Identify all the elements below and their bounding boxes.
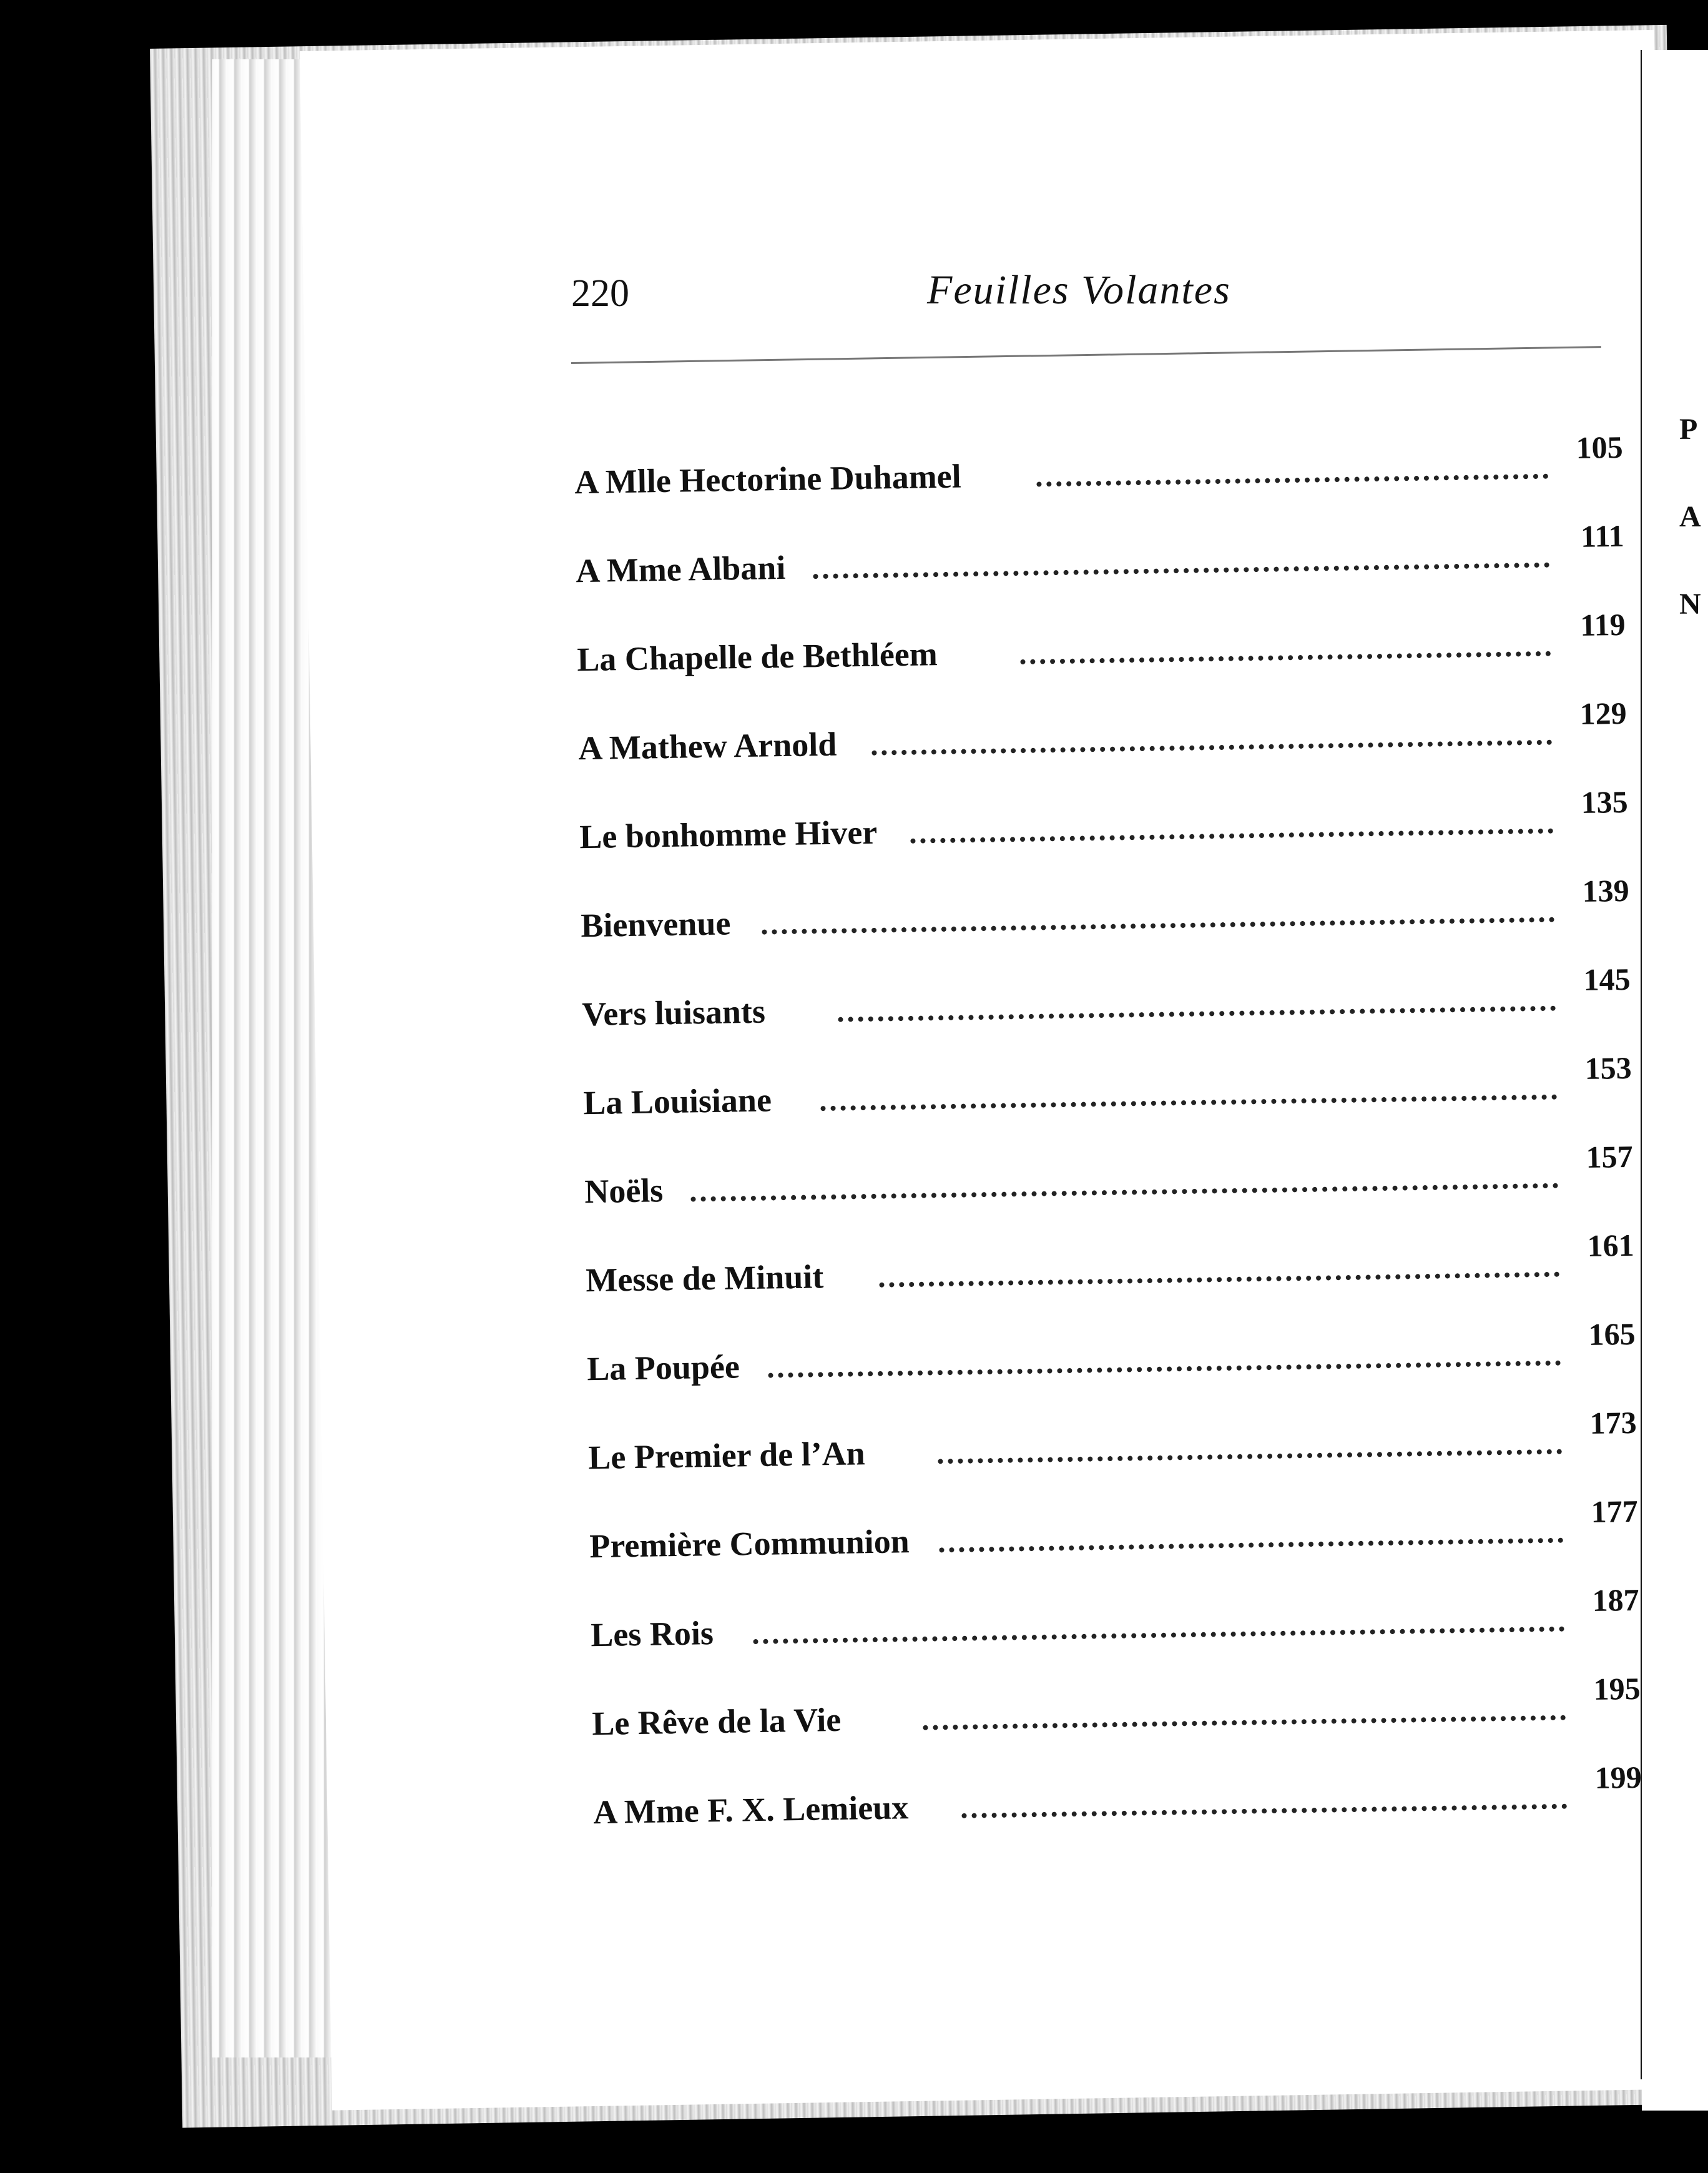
toc-leader-dots <box>753 1619 1564 1644</box>
toc-leader-dots <box>838 998 1556 1022</box>
toc-entry-page-number: 145 <box>1583 961 1631 997</box>
page-header <box>571 267 1607 322</box>
toc-entry-page-number: 187 <box>1592 1582 1640 1618</box>
toc-entry-page-number: 173 <box>1589 1404 1637 1441</box>
toc-entry-page-number: 119 <box>1579 606 1626 643</box>
toc-entry-page-number: 195 <box>1593 1670 1641 1707</box>
toc-leader-dots <box>939 1530 1563 1553</box>
toc-entry-page-number: 157 <box>1586 1138 1634 1175</box>
toc-entry-title: La Poupée <box>586 1348 740 1388</box>
toc-leader-dots <box>813 555 1549 579</box>
toc-entry-title: Bienvenue <box>580 904 731 945</box>
toc-entry-title: Le bonhomme Hiver <box>579 813 878 856</box>
toc-leader-dots <box>879 1264 1559 1288</box>
toc-leader-dots <box>762 910 1554 935</box>
toc-entry-title: Messe de Minuit <box>585 1258 824 1299</box>
toc-entry-page-number: 199 <box>1594 1759 1642 1795</box>
toc-entry-title: A Mlle Hectorine Duhamel <box>574 457 962 501</box>
toc-entry-page-number: 165 <box>1588 1316 1636 1352</box>
facing-page <box>1642 50 1708 2111</box>
toc-entry-title: Noëls <box>584 1171 664 1211</box>
toc-entry-page-number: 111 <box>1580 518 1625 554</box>
toc-entry-title: La Louisiane <box>582 1081 772 1122</box>
toc-entry-title: A Mme F. X. Lemieux <box>592 1788 909 1831</box>
toc-entry-page-number: 177 <box>1591 1493 1639 1529</box>
toc-entry-title: Les Rois <box>590 1614 714 1654</box>
toc-entry-page-number: 161 <box>1587 1227 1635 1263</box>
toc-entry-page-number: 153 <box>1584 1050 1632 1086</box>
toc-entry-title: La Chapelle de Bethléem <box>576 635 938 679</box>
toc-leader-dots <box>871 732 1552 756</box>
toc-entry-title: Le Rêve de la Vie <box>591 1700 842 1743</box>
toc-entry-page-number: 139 <box>1582 872 1630 909</box>
toc-leader-dots <box>961 1796 1567 1818</box>
toc-entry-title: Le Premier de l’An <box>587 1434 866 1477</box>
toc-leader-dots <box>923 1708 1566 1730</box>
page-number: 220 <box>571 272 629 315</box>
toc-leader-dots <box>1020 644 1551 664</box>
toc-entry-page-number: 135 <box>1581 784 1629 820</box>
toc-leader-dots <box>1036 466 1548 487</box>
facing-page-letter: N <box>1679 588 1701 621</box>
running-title: Feuilles Volantes <box>927 267 1231 313</box>
toc-leader-dots <box>910 821 1553 844</box>
toc-leader-dots <box>768 1353 1561 1378</box>
facing-page-letter: P <box>1679 413 1698 446</box>
toc-leader-dots <box>820 1087 1557 1111</box>
toc-entry-title: A Mme Albani <box>575 548 786 590</box>
toc-leader-dots <box>938 1442 1562 1464</box>
toc-entry-page-number: 129 <box>1579 695 1627 731</box>
toc-entry-title: Première Communion <box>589 1522 910 1565</box>
toc-entry-page-number: 105 <box>1576 429 1624 465</box>
toc-entry-title: Vers luisants <box>581 992 766 1033</box>
toc-entry-title: A Mathew Arnold <box>577 725 837 767</box>
facing-page-letter: A <box>1679 500 1701 533</box>
